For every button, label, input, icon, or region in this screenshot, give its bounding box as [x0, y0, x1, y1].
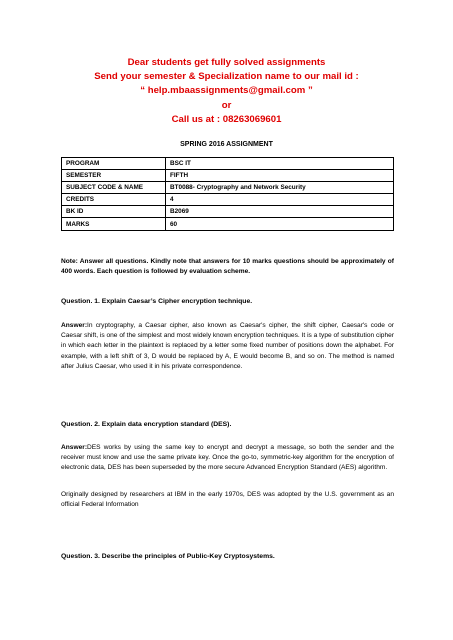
- row-value: FIFTH: [166, 170, 394, 182]
- note-text: Note: Answer all questions. Kindly note that answers for 10 marks questions should be approximately of 400 words. Each question is followed by evaluation scheme.: [61, 258, 394, 276]
- table-row: [62, 206, 394, 218]
- row-value: BSC IT: [166, 158, 394, 170]
- question-2-heading: Question. 2. Explain data encryption standard (DES).: [61, 421, 232, 428]
- contact-banner: [0, 56, 453, 127]
- answer-label: Answer:: [61, 322, 88, 329]
- row-key: BK ID: [62, 206, 166, 218]
- answer-2-text-1: DES works by using the same key to encrypt and decrypt a message, so both the sender and the receiver must know and use the same private key. Once the go-to, symmetric-key algorithm for the encryption of electronic data, DES has been superseded by the more secure Advanced Encryption Standard (AES) algorithm.: [61, 444, 394, 472]
- assignment-title: SPRING 2016 ASSIGNMENT: [180, 141, 273, 148]
- banner-line-2: Send your semester & Specialization name to our mail id :: [94, 71, 359, 83]
- row-key: CREDITS: [62, 194, 166, 206]
- banner-or: or: [221, 99, 232, 111]
- table-row: [62, 170, 394, 182]
- banner-phone: Call us at : 08263069601: [171, 113, 282, 125]
- answer-1-text: In cryptography, a Caesar cipher, also known as Caesar's cipher, the shift cipher, Caesar's code or Caesar shift, is one of the simplest and most widely known encryption techniques. It is a type of substitution cipher in which each letter in the plaintext is replaced by a letter some fixed number of positions down the alphabet. For example, with a left shift of 3, D would be replaced by A, E would become B, and so on. The method is named after Julius Caesar, who used it in his private correspondence.: [61, 322, 394, 370]
- row-value: BT0088- Cryptography and Network Security: [166, 182, 394, 194]
- row-value: B2069: [166, 206, 394, 218]
- row-key: SEMESTER: [62, 170, 166, 182]
- banner-line-1: Dear students get fully solved assignments: [127, 57, 326, 68]
- answer-2-paragraph-2: Originally designed by researchers at IBM in the early 1970s, DES was adopted by the U.S. government as an official Federal Information: [61, 491, 394, 509]
- row-key: MARKS: [62, 218, 166, 230]
- info-table: [61, 157, 394, 231]
- answer-1: [61, 321, 394, 372]
- row-key: SUBJECT CODE & NAME: [62, 182, 166, 194]
- row-value: 4: [166, 194, 394, 206]
- row-value: 60: [166, 218, 394, 230]
- table-row: [62, 182, 394, 194]
- banner-email: “ help.mbaassignments@gmail.com ”: [140, 85, 313, 97]
- question-1-heading: Question. 1. Explain Caesar’s Cipher encryption technique.: [61, 298, 253, 305]
- answer-label: Answer:: [61, 444, 88, 451]
- table-row: [62, 158, 394, 170]
- table-row: [62, 194, 394, 206]
- answer-2: [61, 443, 394, 474]
- row-key: PROGRAM: [62, 158, 166, 170]
- table-row: [62, 218, 394, 230]
- question-3-heading: Question. 3. Describe the principles of Public-Key Cryptosystems.: [61, 553, 275, 560]
